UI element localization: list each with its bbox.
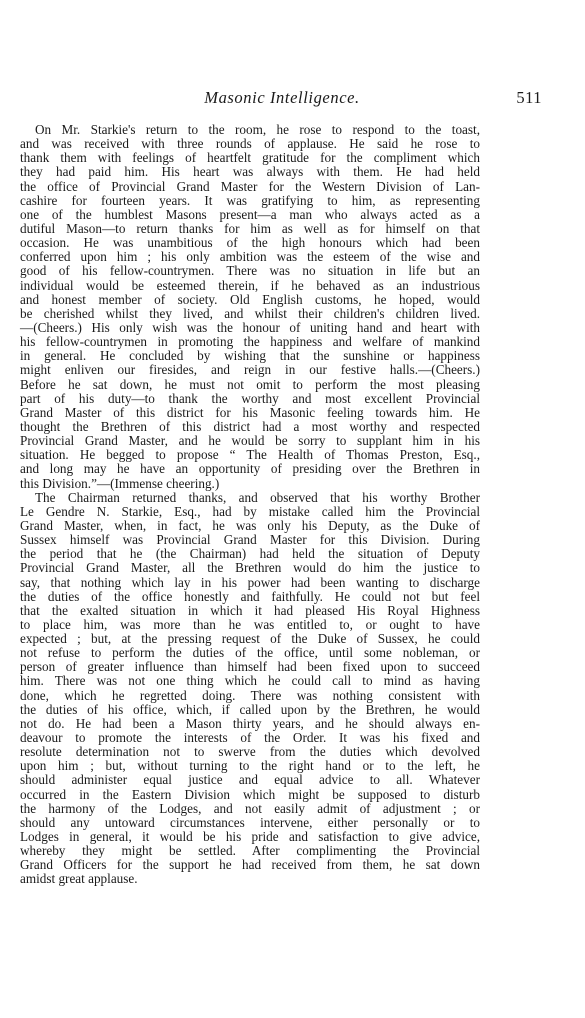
text-line: the duties of the office honestly and faithfully. He could not but feel [20, 588, 480, 604]
text-line: situation. He begged to propose “ The Health of Thomas Preston, Esq., [20, 447, 480, 463]
text-line: and was received with three rounds of applause. He said he rose to [20, 136, 480, 152]
article-body [20, 123, 480, 887]
text-line: Sussex himself was Provincial Grand Master for this Division. During [20, 532, 480, 548]
text-line: amidst great applause. [20, 871, 138, 887]
text-line: be cherished whilst they lived, and whilst their children's children lived. [20, 305, 480, 321]
text-line: whereby they might be settled. After complimenting the Provincial [20, 843, 480, 859]
text-line: his fellow-countrymen in promoting the happiness and welfare of mankind [20, 334, 480, 350]
text-line: to place him, was more than he was entitled to, or ought to have [20, 616, 480, 632]
text-line: Grand Master, when, in fact, he was only his Deputy, as the Duke of [20, 517, 480, 533]
text-line: On Mr. Starkie's return to the room, he rose to respond to the toast, [35, 122, 480, 137]
text-line: Before he sat down, he must not omit to perform the most pleasing [20, 376, 480, 392]
text-line: should administer equal justice and equal advice to all. Whatever [20, 772, 480, 788]
text-line: they had paid him. His heart was always with them. He had held [20, 164, 480, 180]
text-line: occasion. He was unambitious of the high honours which had been [20, 235, 480, 251]
text-line: say, that nothing which lay in his power had been wanting to discharge [20, 574, 480, 590]
text-line: this Division.”—(Immense cheering.) [20, 475, 220, 491]
text-line: the office of Provincial Grand Master for the Western Division of Lan- [20, 178, 480, 194]
text-line: not refuse to perform the duties of the office, until some nobleman, or [20, 645, 480, 661]
text-line: Provincial Grand Master, all the Brethren would do him the justice to [20, 560, 480, 576]
page-number: 511 [516, 88, 542, 107]
text-line: resolute determination not to swerve from the duties which devolved [20, 744, 480, 760]
text-line: occurred in the Eastern Division which might be supposed to disturb [20, 786, 480, 802]
text-line: in general. He concluded by wishing that the sunshine or happiness [20, 348, 480, 364]
text-line: deavour to promote the interests of the Order. It was his fixed and [20, 730, 480, 746]
text-line: thank them with feelings of heartfelt gratitude for the compliment which [20, 150, 480, 166]
text-line: should any untoward circumstances intervene, either personally or to [20, 814, 480, 830]
text-line: dutiful Mason—to return thanks for him as well as for himself on that [20, 220, 480, 236]
text-line: good of his fellow-countrymen. There was no situation in life but an [20, 263, 480, 279]
text-line: him. There was not one thing which he could call to mind as having [20, 673, 480, 689]
text-line: and long may he have an opportunity of presiding over the Brethren in [20, 461, 480, 477]
text-line: that the exalted situation in which it had pleased His Royal Highness [20, 602, 480, 618]
text-line: conferred upon him ; his only ambition was the esteem of the wise and [20, 249, 480, 265]
text-line: Provincial Grand Master, and he would be sorry to supplant him in his [20, 433, 480, 449]
text-line: individual would be esteemed therein, if he behaved as an industrious [20, 277, 480, 293]
text-line: cashire for fourteen years. It was gratifying to him, as representing [20, 192, 480, 208]
text-line: not do. He had been a Mason thirty years, and he should always en- [20, 715, 480, 731]
text-line: person of greater influence than himself had been fixed upon to succeed [20, 659, 480, 675]
text-line: Le Gendre N. Starkie, Esq., had by mistake called him the Provincial [20, 503, 480, 519]
paragraph [20, 123, 480, 491]
text-line: one of the humblest Masons present—a man who always acted as a [20, 206, 480, 222]
running-title: Masonic Intelligence. [204, 88, 360, 107]
text-line: part of his duty—to thank the worthy and most excellent Provincial [20, 390, 480, 406]
paragraph [20, 491, 480, 887]
text-line: done, which he regretted doing. There was nothing consistent with [20, 687, 480, 703]
text-line: upon him ; but, without turning to the right hand or to the left, he [20, 758, 480, 774]
text-line: and honest member of society. Old English customs, he hoped, would [20, 291, 480, 307]
running-head [22, 88, 542, 110]
text-line: Grand Officers for the support he had received from them, he sat down [20, 857, 480, 873]
text-line: might enliven our firesides, and reign in our festive halls.—(Cheers.) [20, 362, 480, 378]
text-line: Grand Master of this district for his Masonic feeling towards him. He [20, 404, 480, 420]
text-line: —(Cheers.) His only wish was the honour of uniting hand and heart with [20, 319, 480, 335]
text-line: thought the Brethren of this district had a most worthy and respected [20, 418, 480, 434]
text-line: expected ; but, at the pressing request of the Duke of Sussex, he could [20, 631, 480, 647]
text-line: the duties of his office, which, if called upon by the Brethren, he would [20, 701, 480, 717]
text-line: The Chairman returned thanks, and observed that his worthy Brother [35, 489, 480, 505]
text-line: the harmony of the Lodges, and not easily admit of adjustment ; or [20, 800, 480, 816]
text-line: the period that he (the Chairman) had held the situation of Deputy [20, 546, 480, 562]
text-line: Lodges in general, it would be his pride and satisfaction to give advice, [20, 829, 480, 845]
